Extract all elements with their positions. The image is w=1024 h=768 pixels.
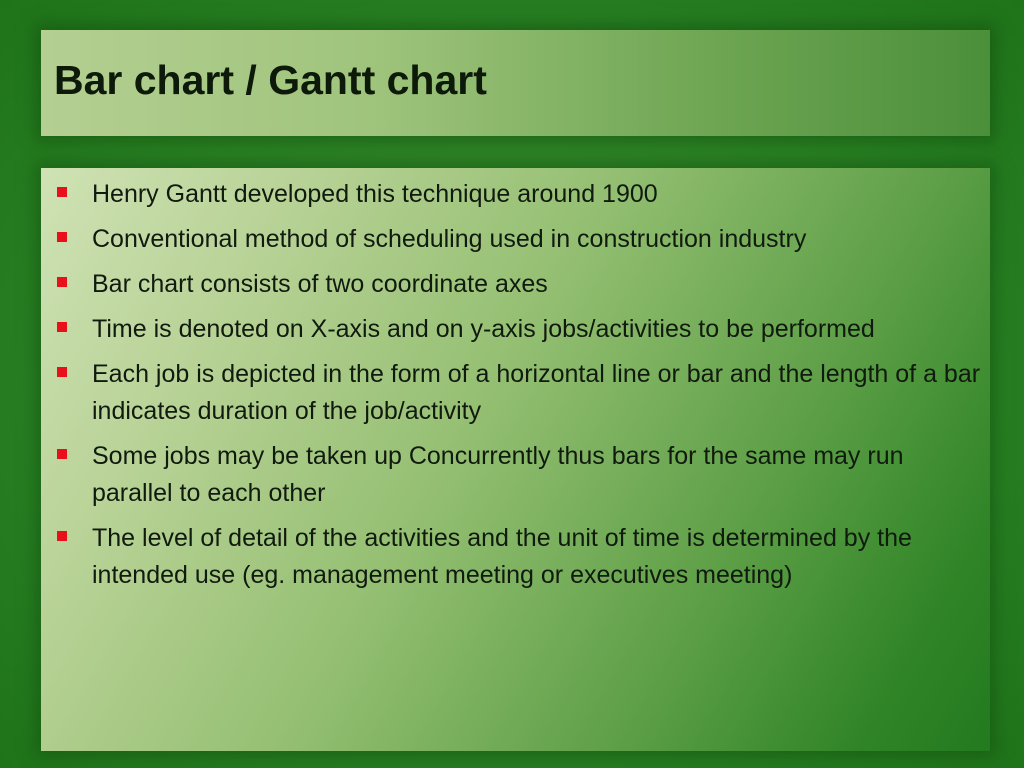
title-panel [41,30,990,136]
bullet-item [57,438,982,512]
slide-title: Bar chart / Gantt chart [54,57,487,103]
bullet-item [57,266,982,303]
bullet-item [57,520,982,594]
square-bullet-icon [57,322,67,332]
bullet-text: Henry Gantt developed this technique around 1900 [92,180,658,208]
bullet-item [57,221,982,258]
square-bullet-icon [57,232,67,242]
bullet-text: The level of detail of the activities and the unit of time is determined by the intended use (eg. management meeting or executives meeting) [92,524,912,589]
bullet-text: Time is denoted on X-axis and on y-axis jobs/activities to be performed [92,315,875,343]
bullet-text: Conventional method of scheduling used in construction industry [92,225,807,253]
bullet-text: Some jobs may be taken up Concurrently thus bars for the same may run parallel to each other [92,442,904,507]
square-bullet-icon [57,277,67,287]
square-bullet-icon [57,531,67,541]
bullet-text: Each job is depicted in the form of a horizontal line or bar and the length of a bar indicates duration of the job/activity [92,360,981,425]
bullet-item [57,356,982,430]
content-panel [41,168,990,751]
square-bullet-icon [57,367,67,377]
bullet-item [57,176,982,213]
bullet-list [57,176,982,602]
bullet-item [57,311,982,348]
square-bullet-icon [57,187,67,197]
bullet-text: Bar chart consists of two coordinate axes [92,270,548,298]
square-bullet-icon [57,449,67,459]
